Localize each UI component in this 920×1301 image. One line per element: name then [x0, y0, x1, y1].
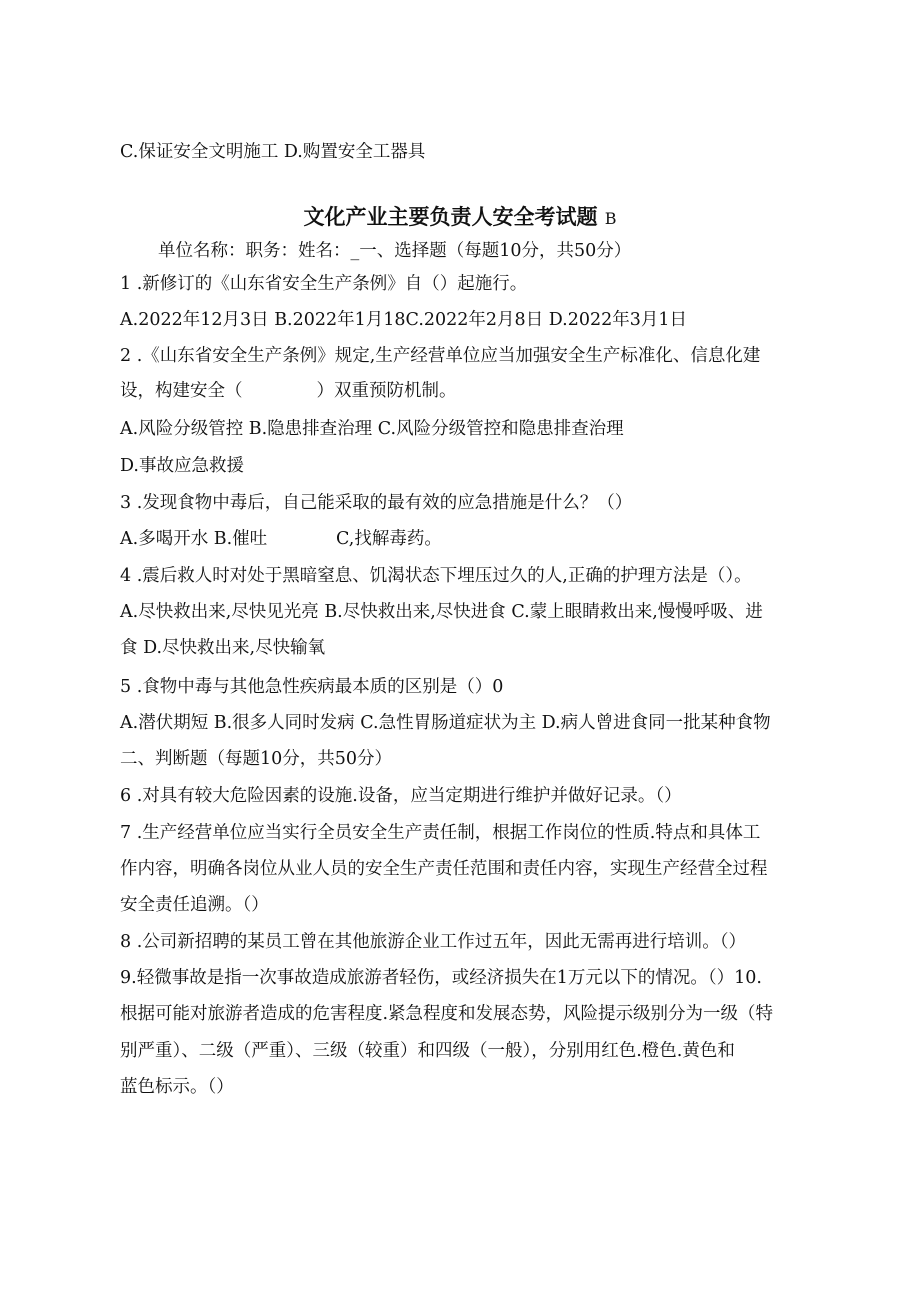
question-10-line-3: 别严重）、二级（严重）、三级（较重）和四级（一般），分别用红色.橙色.黄色和 [120, 1041, 735, 1061]
exam-title-suffix: B [604, 209, 617, 228]
previous-question-options: C.保证安全文明施工 D.购置安全工器具 [120, 142, 426, 162]
question-2-options-line-2: D.事故应急救援 [120, 456, 244, 476]
question-10-line-2: 根据可能对旅游者造成的危害程度.紧急程度和发展态势，风险提示级别分为一级（特 [120, 1004, 774, 1024]
question-5-options: A.潜伏期短 B.很多人同时发病 C.急性胃肠道症状为主 D.病人曾进食同一批某种食物 [120, 713, 771, 733]
question-3-options-ab: A.多喝开水 B.催吐 [120, 529, 268, 549]
question-9-10-line-1: 9.轻微事故是指一次事故造成旅游者轻伤，或经济损失在1万元以下的情况。（）10. [120, 968, 762, 988]
question-4-options-line-1: A.尽快救出来,尽快见光亮 B.尽快救出来,尽快进食 C.蒙上眼睛救出来,慢慢呼吸、进 [120, 602, 763, 622]
question-2-stem-part-a: 设，构建安全（ [120, 381, 243, 401]
exam-title [0, 202, 920, 234]
exam-title-text: 文化产业主要负责人安全考试题 [303, 204, 598, 229]
question-7-line-1: 7 .生产经营单位应当实行全员安全生产责任制，根据工作岗位的性质.特点和具体工 [120, 823, 761, 843]
question-5-stem: 5 .食物中毒与其他急性疾病最本质的区别是（）0 [120, 677, 504, 697]
section-2-heading: 二、判断题（每题10分，共50分） [120, 749, 393, 769]
question-2-stem-part-b: ）双重预防机制。 [316, 381, 457, 401]
question-3-option-c: C,找解毒药。 [336, 529, 442, 549]
question-3-stem: 3 .发现食物中毒后，自己能采取的最有效的应急措施是什么？（） [120, 493, 633, 513]
question-4-stem: 4 .震后救人时对处于黑暗窒息、饥渴状态下埋压过久的人,正确的护理方法是（）。 [120, 566, 752, 586]
question-8: 8 .公司新招聘的某员工曾在其他旅游企业工作过五年，因此无需再进行培训。（） [120, 932, 747, 952]
question-1-options: A.2022年12月3日 B.2022年1月18C.2022年2月8日 D.2022年3月1日 [120, 310, 688, 330]
header-info-line: 单位名称：职务：姓名：_一、选择题（每题10分，共50分） [158, 241, 632, 261]
question-1-stem: 1 .新修订的《山东省安全生产条例》自（）起施行。 [120, 274, 528, 294]
question-2-stem-line-1: 2 .《山东省安全生产条例》规定,生产经营单位应当加强安全生产标准化、信息化建 [120, 346, 761, 366]
question-3-options [120, 526, 820, 552]
question-6: 6 .对具有较大危险因素的设施.设备，应当定期进行维护并做好记录。（） [120, 786, 682, 806]
question-2-stem-line-2 [120, 378, 820, 404]
question-7-line-2: 作内容，明确各岗位从业人员的安全生产责任范围和责任内容，实现生产经营全过程 [120, 859, 768, 879]
question-10-line-4: 蓝色标示。（） [120, 1077, 234, 1097]
question-7-line-3: 安全责任追溯。（） [120, 895, 269, 915]
question-2-options-line-1: A.风险分级管控 B.隐患排查治理 C.风险分级管控和隐患排查治理 [120, 419, 624, 439]
question-4-options-line-2: 食 D.尽快救出来,尽快输氧 [120, 638, 326, 658]
